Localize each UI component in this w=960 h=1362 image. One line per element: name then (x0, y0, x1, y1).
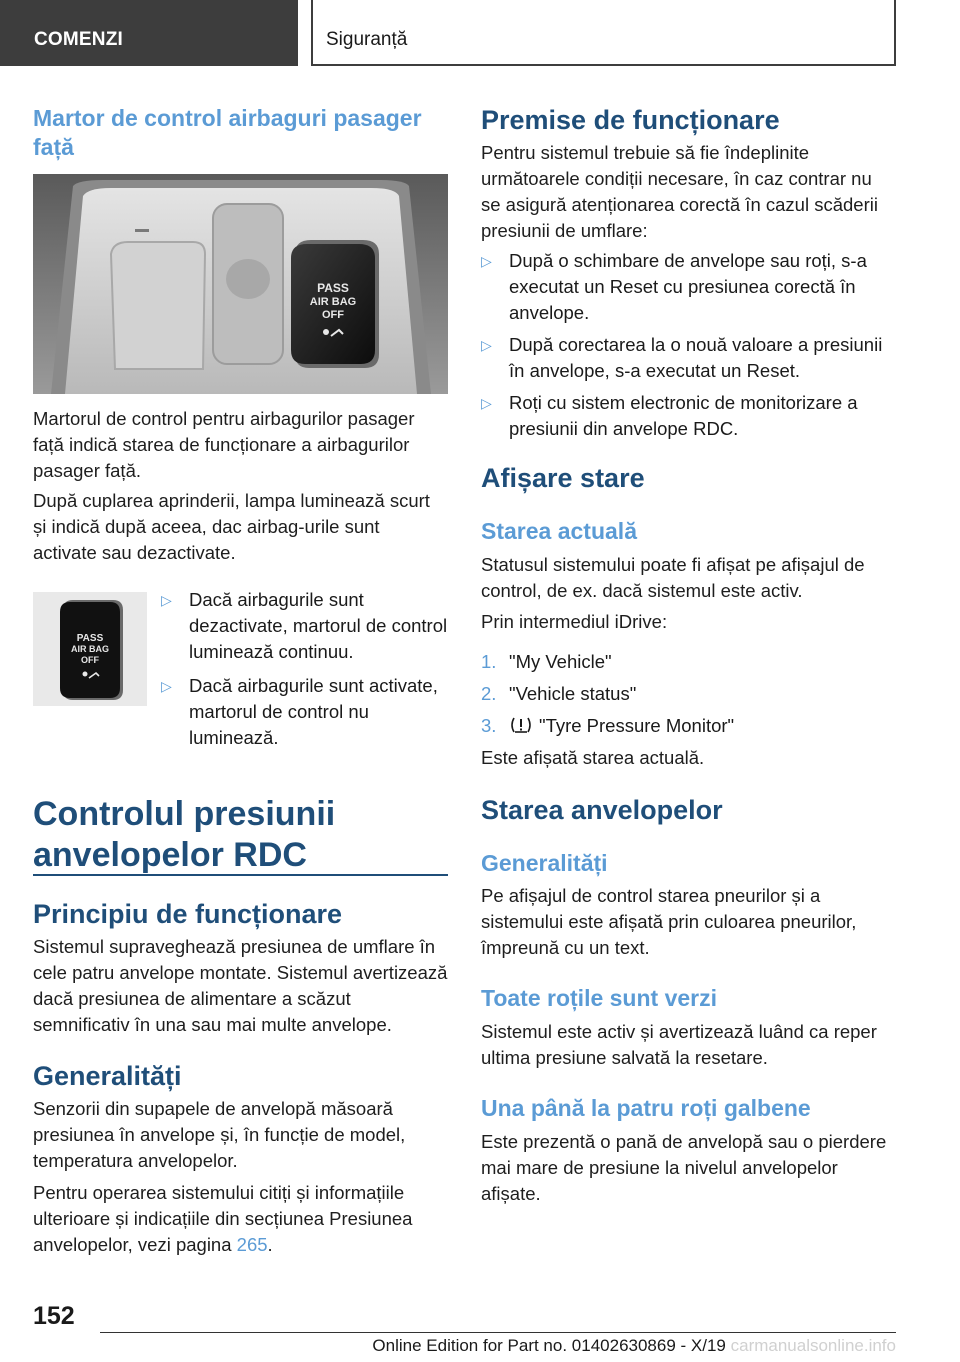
airbag-bullet-list (161, 587, 448, 751)
tyre-general-paragraph: Pe afișajul de control starea pneurilor și a sistemului este afișată prin culoarea pneurilor, împreună cu un text. (481, 885, 857, 958)
list-item: ▷ Roți cu sistem electronic de monitorizare a presiunii din anvelope RDC. (481, 392, 858, 439)
tyre-status-heading: Starea anvelopelor (481, 795, 723, 825)
yellow-wheels-paragraph: Este prezentă o pană de anvelopă sau o pierdere mai mare de presiune la nivelul anvelopelor afișate. (481, 1131, 887, 1204)
tyre-general-heading: Generalități (481, 850, 608, 876)
yellow-wheels-heading: Una până la patru roți galbene (481, 1095, 811, 1121)
triangle-bullet-icon: ▷ (161, 678, 172, 694)
list-item: ▷ După o schimbare de anvelope sau roți, s-a executat un Reset cu presiunea corectă în anvelope. (481, 250, 867, 323)
triangle-bullet-icon: ▷ (161, 592, 172, 608)
general-paragraph-1: Senzorii din supapele de anvelopă măsoară presiunea în anvelope și, în funcție de model, temperatura anvelopelor. (33, 1098, 406, 1171)
svg-text:OFF: OFF (322, 309, 344, 321)
svg-text:AIR BAG: AIR BAG (71, 644, 109, 654)
airbag-paragraph-1: Martorul de control pentru airbagurilor pasager față indică starea de funcționare a airbagurilor pasager față. (33, 408, 415, 481)
section-tab (0, 0, 298, 66)
all-green-paragraph: Sistemul este activ și avertizează luând ca reper ultima presiune salvată la resetare. (481, 1021, 877, 1068)
list-item: ▷ Dacă airbagurile sunt dezactivate, martorul de control luminează continuu. (161, 589, 448, 662)
tyre-pressure-warning-icon (509, 715, 533, 735)
principle-paragraph: Sistemul supraveghează presiunea de umflare în cele patru anvelope montate. Sistemul avertizează dacă presiunea de alimentare a scăzut semnificativ în una sau mai multe anvelope. (33, 936, 448, 1035)
airbag-paragraph-2: După cuplarea aprinderii, lampa luminează scurt și indică după aceea, dac airbag-urile sunt activate sau dezactivate. (33, 490, 430, 563)
current-status-paragraph-2: Prin intermediul iDrive: (481, 611, 668, 632)
step-item: 2. "Vehicle status" (481, 683, 637, 704)
subsection-title: Siguranță (326, 29, 408, 50)
svg-text:OFF: OFF (81, 655, 99, 665)
edition-note: Online Edition for Part no. 01402630869 - X/19 carmanualsonline.info (372, 1336, 896, 1355)
airbag-switch-illustration (33, 174, 448, 394)
all-green-heading: Toate roțile sunt verzi (481, 985, 718, 1011)
premise-paragraph: Pentru sistemul trebuie să fie îndeplinite următoarele condiții necesare, în caz contrar nu se asigură atenționarea corectă în cazul scăderii presiunii de umflare: (481, 142, 878, 241)
svg-text:AIR BAG: AIR BAG (309, 296, 357, 308)
watermark-logo: carmanualsonline.info (730, 1336, 896, 1355)
general-heading: Generalități (33, 1061, 182, 1091)
general-paragraph-2: Pentru operarea sistemului citiți și informațiile ulterioare și indicațiile din secțiunea Presiunea anvelopelor, vezi pagina 265. (33, 1182, 413, 1255)
step-item: 3. "Tyre Pressure Monitor" (481, 715, 735, 736)
display-status-heading: Afișare stare (481, 463, 645, 493)
premise-heading: Premise de funcționare (481, 105, 780, 135)
triangle-bullet-icon: ▷ (481, 253, 492, 269)
idrive-steps (481, 649, 896, 739)
chapter-divider (33, 874, 448, 876)
airbag-switch-photo (33, 174, 448, 394)
rdc-chapter-title: Controlul presiunii anvelopelor RDC (33, 795, 336, 874)
subsection-tab (311, 0, 896, 66)
footer-divider (100, 1332, 896, 1333)
step-item: 1. "My Vehicle" (481, 651, 612, 672)
airbag-indicator-heading: Martor de control airbaguri pasager față (33, 105, 422, 160)
svg-text:PASS: PASS (76, 633, 104, 644)
pass-airbag-off-icon (33, 592, 147, 706)
current-status-paragraph-1: Statusul sistemului poate fi afișat pe afișajul de control, de ex. dacă sistemul este activ. (481, 554, 865, 601)
list-item: ▷ După corectarea la o nouă valoare a presiunii în anvelope, s-a executat un Reset. (481, 334, 883, 381)
premise-bullet-list (481, 248, 896, 442)
airbag-lamp-thumbnail (33, 592, 147, 706)
svg-text:PASS: PASS (317, 281, 349, 295)
principle-heading: Principiu de funcționare (33, 899, 343, 929)
page-265-link[interactable]: 265 (236, 1234, 268, 1255)
list-item: ▷ Dacă airbagurile sunt activate, martorul de control nu luminează. (161, 675, 438, 748)
current-status-heading: Starea actuală (481, 518, 637, 544)
triangle-bullet-icon: ▷ (481, 337, 492, 353)
current-status-paragraph-3: Este afișată starea actuală. (481, 747, 705, 768)
section-title: COMENZI (34, 29, 124, 50)
page-header (0, 0, 960, 66)
triangle-bullet-icon: ▷ (481, 395, 492, 411)
page-number: 152 (33, 1302, 75, 1330)
